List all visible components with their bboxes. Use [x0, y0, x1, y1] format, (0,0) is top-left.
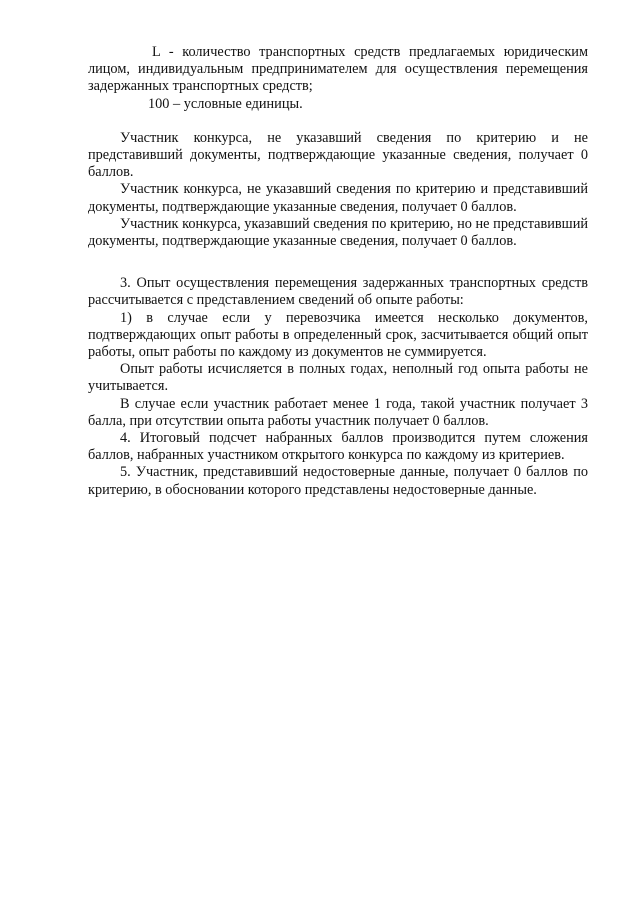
paragraph-total-score: 4. Итоговый подсчет набранных баллов производится путем сложения баллов, набранных участником открытого конкурса по каждому из критериев. — [88, 430, 588, 464]
paragraph-participant-info-no-docs: Участник конкурса, указавший сведения по критерию, но не представивший документы, подтверждающие указанные сведения, получает 0 баллов. — [88, 215, 588, 250]
paragraph-gap — [88, 267, 588, 275]
paragraph-participant-no-info-no-docs: Участник конкурса, не указавший сведения по критерию и не представивший документы, подтверждающие указанные сведения, получает 0 баллов. — [88, 129, 588, 181]
paragraph-less-than-one-year: В случае если участник работает менее 1 года, такой участник получает 3 балла, при отсутствии опыта работы участник получает 0 баллов. — [88, 395, 588, 429]
document-page — [88, 44, 588, 499]
paragraph-unreliable-data: 5. Участник, представивший недостоверные данные, получает 0 баллов по критерию, в обосновании которого представлены недостоверные данные. — [88, 464, 588, 498]
paragraph-gap — [88, 250, 588, 267]
paragraph-gap — [88, 113, 588, 130]
paragraph-experience-criterion: 3. Опыт осуществления перемещения задержанных транспортных средств рассчитывается с представлением сведений об опыте работы: — [88, 275, 588, 309]
paragraph-l-definition: L - количество транспортных средств предлагаемых юридическим лицом, индивидуальным предпринимателем для осуществления перемещения задержанных транспортных средств; — [88, 44, 588, 95]
paragraph-participant-no-info-with-docs: Участник конкурса, не указавший сведения по критерию и представивший документы, подтверждающие указанные сведения, получает 0 баллов. — [88, 181, 588, 215]
paragraph-multiple-documents: 1) в случае если у перевозчика имеется несколько документов, подтверждающих опыт работы в определенный срок, засчитывается общий опыт работы, опыт работы по каждому из документов не суммируется. — [88, 309, 588, 361]
paragraph-conventional-units: 100 – условные единицы. — [148, 95, 303, 112]
paragraph-full-years: Опыт работы исчисляется в полных годах, неполный год опыта работы не учитывается. — [88, 361, 588, 395]
